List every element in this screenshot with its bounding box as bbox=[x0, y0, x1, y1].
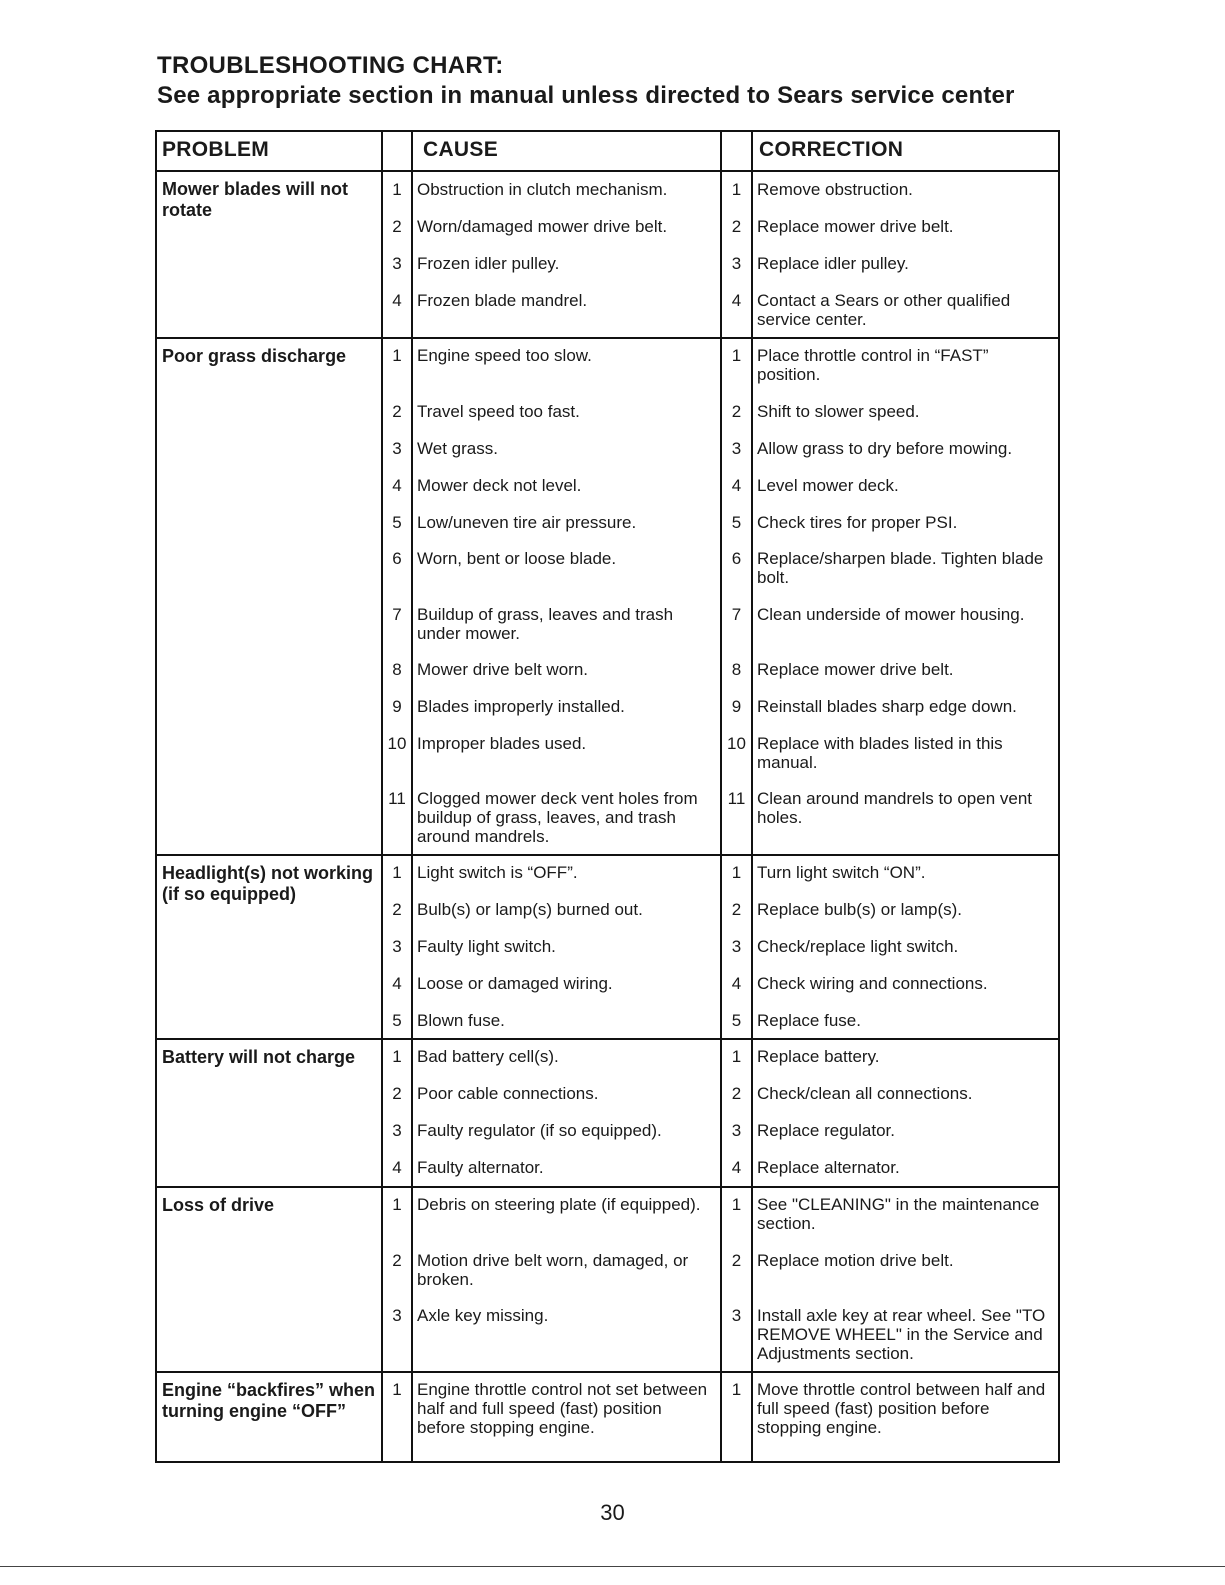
chart-title: TROUBLESHOOTING CHART: bbox=[157, 52, 504, 79]
table-border-top bbox=[155, 130, 1060, 132]
cause-text: Worn, bent or loose blade. bbox=[417, 549, 617, 568]
cause-text: Wet grass. bbox=[417, 439, 498, 458]
correction-number: 1 bbox=[731, 346, 742, 365]
cause-text: Bad battery cell(s). bbox=[417, 1047, 559, 1066]
correction-number: 3 bbox=[731, 439, 742, 458]
correction-number: 5 bbox=[731, 513, 742, 532]
cause-text: Light switch is “OFF”. bbox=[417, 863, 578, 882]
correction-number: 3 bbox=[731, 1121, 742, 1140]
correction-text: Reinstall blades sharp edge down. bbox=[757, 697, 1017, 716]
correction-text: Level mower deck. bbox=[757, 476, 899, 495]
correction-text: Clean around mandrels to open vent holes. bbox=[757, 789, 1033, 827]
correction-text: Check wiring and connections. bbox=[757, 974, 988, 993]
cause-number: 1 bbox=[392, 346, 402, 365]
cause-number: 3 bbox=[392, 937, 402, 956]
bottom-rule bbox=[0, 1566, 1225, 1567]
cause-text: Debris on steering plate (if equipped). bbox=[417, 1195, 701, 1214]
cause-text: Clogged mower deck vent holes from buildup of grass, leaves, and trash around mandrels. bbox=[417, 789, 698, 846]
correction-text: Shift to slower speed. bbox=[757, 402, 920, 421]
correction-text: Check/replace light switch. bbox=[757, 937, 959, 956]
cause-text: Poor cable connections. bbox=[417, 1084, 599, 1103]
cause-text: Improper blades used. bbox=[417, 734, 587, 753]
problem-label: Battery will not charge bbox=[162, 1047, 356, 1067]
correction-number: 4 bbox=[731, 1158, 742, 1177]
correction-number: 1 bbox=[731, 1047, 742, 1066]
correction-text: Install axle key at rear wheel. See "TO REMOVE WHEEL" in the Service and Adjustments section. bbox=[757, 1306, 1046, 1363]
row-divider bbox=[155, 1038, 1060, 1040]
cause-text: Travel speed too fast. bbox=[417, 402, 580, 421]
cause-number: 2 bbox=[392, 900, 402, 919]
cause-number: 7 bbox=[392, 605, 402, 624]
problem-label: Engine “backfires” when turning engine “OFF” bbox=[162, 1380, 376, 1421]
cause-text: Engine throttle control not set between half and full speed (fast) position before stopping engine. bbox=[417, 1380, 708, 1437]
correction-text: Replace idler pulley. bbox=[757, 254, 909, 273]
correction-number: 3 bbox=[731, 937, 742, 956]
cause-number: 1 bbox=[392, 1195, 402, 1214]
correction-text: Replace/sharpen blade. Tighten blade bolt. bbox=[757, 549, 1044, 587]
correction-number: 2 bbox=[731, 217, 742, 236]
row-divider bbox=[155, 1461, 1060, 1463]
header-divider bbox=[155, 170, 1060, 172]
correction-text: Replace fuse. bbox=[757, 1011, 861, 1030]
cause-number: 3 bbox=[392, 254, 402, 273]
cause-text: Buildup of grass, leaves and trash under mower. bbox=[417, 605, 674, 643]
cause-number: 4 bbox=[392, 1158, 402, 1177]
correction-number: 1 bbox=[731, 180, 742, 199]
correction-number: 7 bbox=[731, 605, 742, 624]
cause-number: 4 bbox=[392, 476, 402, 495]
correction-text: Turn light switch “ON”. bbox=[757, 863, 926, 882]
correction-number: 4 bbox=[731, 291, 742, 310]
correction-text: Contact a Sears or other qualified service center. bbox=[757, 291, 1011, 329]
cause-text: Loose or damaged wiring. bbox=[417, 974, 613, 993]
cause-text: Axle key missing. bbox=[417, 1306, 549, 1325]
correction-text: Replace mower drive belt. bbox=[757, 660, 954, 679]
correction-number: 1 bbox=[731, 863, 742, 882]
correction-number: 4 bbox=[731, 974, 742, 993]
cause-number: 1 bbox=[392, 863, 402, 882]
correction-text: Place throttle control in “FAST” position. bbox=[757, 346, 989, 384]
correction-number: 6 bbox=[731, 549, 742, 568]
cause-text: Blown fuse. bbox=[417, 1011, 505, 1030]
cause-text: Blades improperly installed. bbox=[417, 697, 625, 716]
correction-text: Replace alternator. bbox=[757, 1158, 900, 1177]
page-number: 30 bbox=[600, 1500, 625, 1525]
row-divider bbox=[155, 1371, 1060, 1373]
cause-number: 4 bbox=[392, 974, 402, 993]
correction-number: 2 bbox=[731, 1251, 742, 1270]
cause-number: 2 bbox=[392, 402, 402, 421]
cause-number: 1 bbox=[392, 1380, 402, 1399]
cause-text: Faulty alternator. bbox=[417, 1158, 544, 1177]
header-correction: CORRECTION bbox=[759, 138, 904, 161]
correction-text: Replace mower drive belt. bbox=[757, 217, 954, 236]
cause-number: 1 bbox=[392, 1047, 402, 1066]
cause-number: 5 bbox=[392, 1011, 402, 1030]
cause-number: 6 bbox=[392, 549, 402, 568]
cause-text: Obstruction in clutch mechanism. bbox=[417, 180, 668, 199]
correction-text: Replace bulb(s) or lamp(s). bbox=[757, 900, 963, 919]
cause-text: Bulb(s) or lamp(s) burned out. bbox=[417, 900, 643, 919]
row-divider bbox=[155, 854, 1060, 856]
correction-number: 5 bbox=[731, 1011, 742, 1030]
cause-text: Low/uneven tire air pressure. bbox=[417, 513, 637, 532]
table-border-left bbox=[155, 130, 157, 1461]
cause-text: Engine speed too slow. bbox=[417, 346, 592, 365]
correction-number: 4 bbox=[731, 476, 742, 495]
correction-number: 2 bbox=[731, 900, 742, 919]
problem-label: Loss of drive bbox=[162, 1195, 275, 1215]
header-cause: CAUSE bbox=[423, 138, 499, 161]
cause-text: Mower deck not level. bbox=[417, 476, 582, 495]
correction-number: 8 bbox=[731, 660, 742, 679]
cause-number: 5 bbox=[392, 513, 402, 532]
correction-number: 3 bbox=[731, 1306, 742, 1325]
cause-number: 4 bbox=[392, 291, 402, 310]
cause-number: 2 bbox=[392, 1084, 402, 1103]
correction-number: 1 bbox=[731, 1195, 742, 1214]
cause-text: Faulty regulator (if so equipped). bbox=[417, 1121, 662, 1140]
row-divider bbox=[155, 1186, 1060, 1188]
correction-text: Move throttle control between half and full speed (fast) position before stopping engine. bbox=[757, 1380, 1046, 1437]
cause-number: 3 bbox=[392, 1306, 402, 1325]
troubleshooting-table bbox=[155, 130, 1060, 1461]
correction-text: Check tires for proper PSI. bbox=[757, 513, 958, 532]
cause-number: 3 bbox=[392, 1121, 402, 1140]
cause-text: Motion drive belt worn, damaged, or broken. bbox=[417, 1251, 689, 1289]
correction-number: 9 bbox=[731, 697, 742, 716]
cause-number: 8 bbox=[392, 660, 402, 679]
correction-text: Check/clean all connections. bbox=[757, 1084, 973, 1103]
correction-text: Allow grass to dry before mowing. bbox=[757, 439, 1013, 458]
correction-text: See "CLEANING" in the maintenance section. bbox=[757, 1195, 1040, 1233]
row-divider bbox=[155, 337, 1060, 339]
problem-label: Mower blades will not rotate bbox=[162, 179, 349, 220]
correction-number: 2 bbox=[731, 1084, 742, 1103]
correction-text: Replace with blades listed in this manual. bbox=[757, 734, 1003, 772]
correction-text: Replace battery. bbox=[757, 1047, 880, 1066]
correction-text: Clean underside of mower housing. bbox=[757, 605, 1025, 624]
table-border-right bbox=[1058, 130, 1060, 1461]
cause-text: Frozen blade mandrel. bbox=[417, 291, 588, 310]
chart-subtitle: See appropriate section in manual unless directed to Sears service center bbox=[157, 82, 1015, 109]
correction-number: 2 bbox=[731, 402, 742, 421]
problem-label: Poor grass discharge bbox=[162, 346, 347, 366]
cause-number: 9 bbox=[392, 697, 402, 716]
problem-label: Headlight(s) not working (if so equipped) bbox=[162, 863, 373, 904]
cause-number: 2 bbox=[392, 1251, 402, 1270]
correction-number: 10 bbox=[727, 734, 746, 753]
cause-text: Faulty light switch. bbox=[417, 937, 556, 956]
correction-text: Replace motion drive belt. bbox=[757, 1251, 954, 1270]
correction-text: Replace regulator. bbox=[757, 1121, 895, 1140]
cause-number: 3 bbox=[392, 439, 402, 458]
cause-text: Frozen idler pulley. bbox=[417, 254, 560, 273]
cause-number: 10 bbox=[387, 734, 407, 753]
correction-text: Remove obstruction. bbox=[757, 180, 913, 199]
cause-number: 2 bbox=[392, 217, 402, 236]
cause-number: 1 bbox=[392, 180, 402, 199]
cause-text: Worn/damaged mower drive belt. bbox=[417, 217, 668, 236]
cause-text: Mower drive belt worn. bbox=[417, 660, 589, 679]
correction-number: 11 bbox=[727, 789, 746, 808]
cause-number: 11 bbox=[388, 789, 406, 808]
correction-number: 1 bbox=[731, 1380, 742, 1399]
header-problem: PROBLEM bbox=[162, 138, 270, 161]
correction-number: 3 bbox=[731, 254, 742, 273]
